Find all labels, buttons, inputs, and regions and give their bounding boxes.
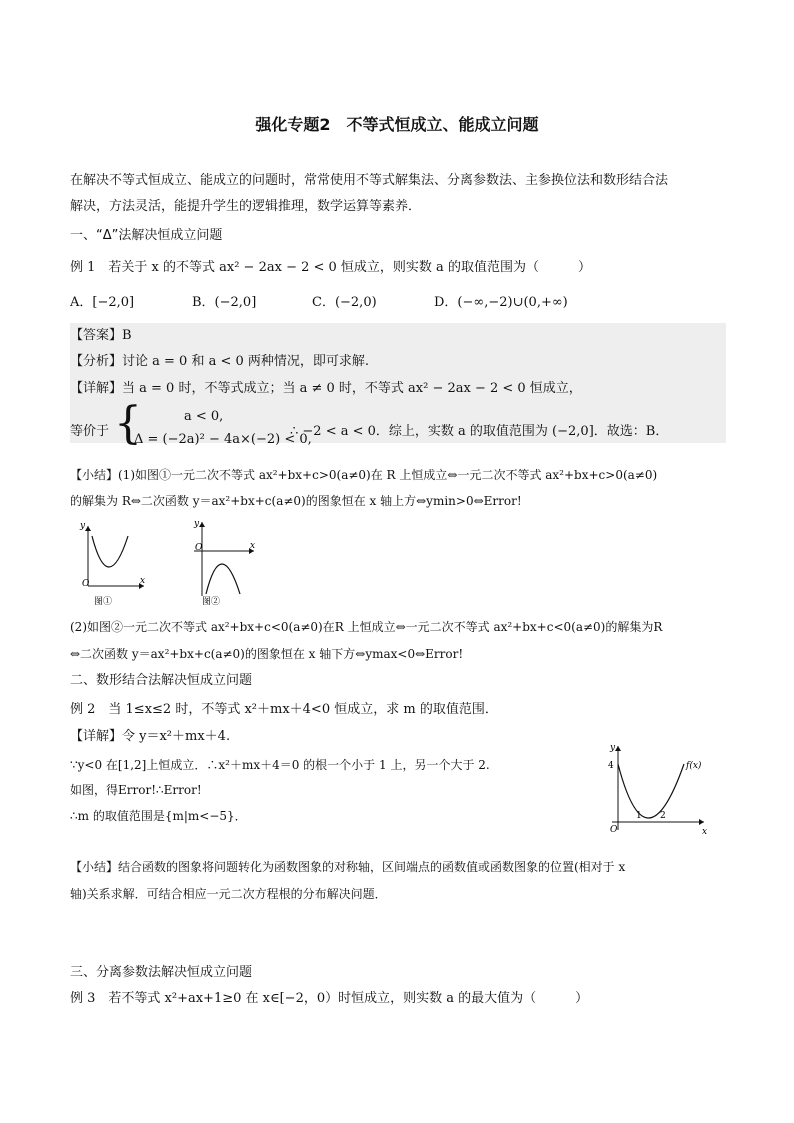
fig3-x-label: x [702,827,708,834]
example-3-question: 例 3 若不等式 x²+ax+1≥0 在 x∈[−2，0）时恒成立，则实数 a 的最大值为（ ） [70,991,589,1006]
figure-3-fx-graph [600,742,710,834]
fig3-y-label: y [610,743,616,753]
fig2-x-label: x [250,541,256,551]
section-2-heading: 二、数形结合法解决恒成立问题 [70,673,253,688]
fig3-origin-label: O [610,825,618,834]
answer-line: 【答案】B [70,328,132,343]
detail-conclusion: ∴ −2 < a < 0．综上，实数 a 的取值范围为 (−2,0]．故选：B． [290,424,669,439]
fig1-x-label: x [140,576,146,586]
fig2-caption: 图② [202,597,221,607]
fig3-x-arrow-icon [699,819,704,825]
example-1-question: 例 1 若关于 x 的不等式 ax² − 2ax − 2 < 0 恒成立，则实数 a 的取值范围为（ ） [70,260,591,275]
option-d: D．(−∞,−2)∪(0,+∞) [434,295,568,310]
fig1-curve [92,536,128,567]
example-2-question: 例 2 当 1≤x≤2 时，不等式 x²＋mx＋4<0 恒成立，求 m 的取值范围． [70,702,498,717]
option-a: A．[−2,0] [70,295,135,310]
fig3-x-tick-1: 1 [636,811,642,821]
example-2-detail: 【详解】令 y＝x²＋mx＋4. [70,729,231,744]
fig3-fx-label: f(x) [686,761,702,771]
fig3-curve [618,764,684,818]
system-brace-icon: { [114,398,142,449]
option-c: C．(−2,0) [312,295,377,310]
system-line-1: a < 0, [184,409,224,424]
summary-3-line-2: 轴)关系求解．可结合相应一元二次方程根的分布解决问题． [70,887,387,901]
summary-3-line-1: 【小结】结合函数的图象将问题转化为函数图象的对称轴，区间端点的函数值或函数图象的位置(相对于 x [70,860,626,874]
fig2-origin-label: O [195,543,203,553]
section-1-heading: 一、“Δ”法解决恒成立问题 [70,228,223,243]
detail-line-1: 【详解】当 a = 0 时，不等式成立；当 a ≠ 0 时，不等式 ax² − 2ax − 2 < 0 恒成立， [70,381,582,396]
summary-2-line-2: ⇔二次函数 y＝ax²+bx+c(a≠0)的图象恒在 x 轴下方⇔ymax<0⇔Error! [70,647,464,661]
example-2-line-3: 如图，得Error!∴Error! [70,783,202,797]
fig3-y-tick-4: 4 [608,761,614,771]
fig2-y-label: y [194,519,200,529]
fig1-origin-label: O [82,579,90,589]
fig3-y-arrow-icon [615,746,621,751]
fig1-y-arrow-icon [85,526,91,531]
intro-line-1: 在解决不等式恒成立、能成立的问题时，常常使用不等式解集法、分离参数法、主参换位法和数形结合法 [70,173,669,188]
fig2-y-arrow-icon [199,522,205,527]
summary-2-line-1: (2)如图②一元二次不等式 ax²+bx+c<0(a≠0)在R 上恒成立⇔一元二次不等式 ax²+bx+c<0(a≠0)的解集为R [70,620,663,634]
figure-1-parabola-up [70,516,150,610]
figure-2-parabola-down [184,516,264,610]
intro-line-2: 解决，方法灵活，能提升学生的逻辑推理，数学运算等素养． [70,199,422,214]
fig3-x-tick-2: 2 [660,811,666,821]
option-b: B．(−2,0] [192,295,257,310]
fig1-y-label: y [80,521,86,531]
system-line-2: Δ = (−2a)² − 4a×(−2) < 0, [134,432,312,447]
summary-1-line-2: 的解集为 R⇔二次函数 y＝ax²+bx+c(a≠0)的图象恒在 x 轴上方⇔ymin>0⇔Error! [70,494,522,508]
example-2-line-2: ∵y<0 在[1,2]上恒成立．∴x²＋mx＋4＝0 的根一个小于 1 上，另一个大于 2. [70,758,490,772]
page-title: 强化专题2 不等式恒成立、能成立问题 [255,115,539,134]
detail-equivalent-prefix: 等价于 [70,424,110,439]
example-2-line-4: ∴m 的取值范围是{m|m<−5}． [70,809,247,823]
fig1-caption: 图① [94,597,113,607]
fig2-curve [206,564,240,594]
analysis-line: 【分析】讨论 a = 0 和 a < 0 两种情况，即可求解. [70,354,370,369]
section-3-heading: 三、分离参数法解决恒成立问题 [70,965,253,980]
summary-1-line-1: 【小结】(1)如图①一元二次不等式 ax²+bx+c>0(a≠0)在 R 上恒成立⇔一元二次不等式 ax²+bx+c>0(a≠0) [70,468,658,482]
